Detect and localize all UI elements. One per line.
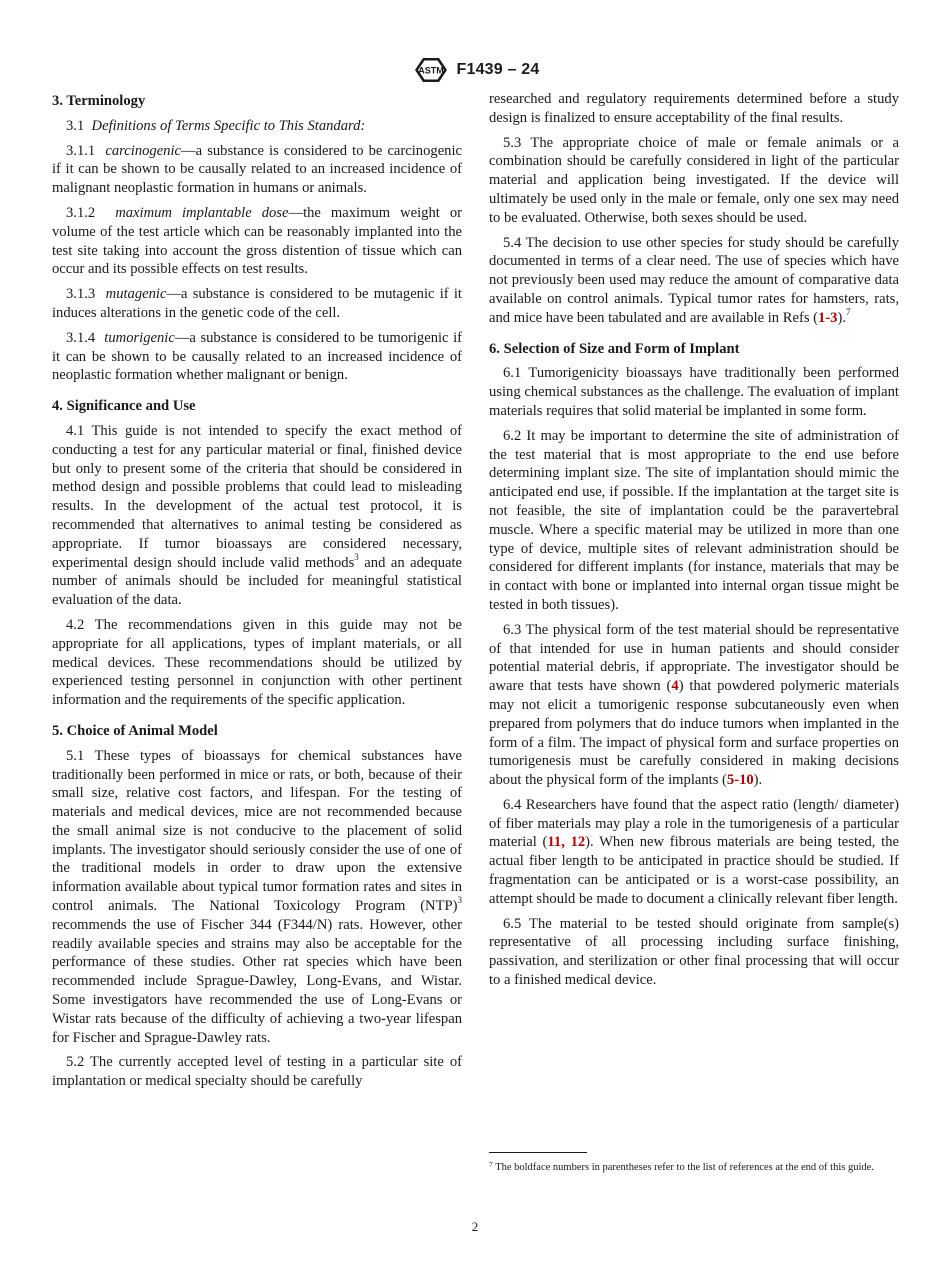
section-6-heading: 6. Selection of Size and Form of Implant xyxy=(489,340,740,357)
paragraph-5-4: 5.4 The decision to use other species for study should be carefully documented in terms of a clear need. The use of species which have not previously been used may reduce the amount of comparative data available on control animals. Typical tumor rates for hamsters, rats, and mice have been tabulated and are available in Refs (1-3).$^7$ xyxy=(489,234,899,326)
section-5-heading: 5. Choice of Animal Model xyxy=(52,722,218,739)
section-4-heading: 4. Significance and Use xyxy=(52,398,196,415)
paragraph-5-2: 5.2 The currently accepted level of testing in a particular site of implantation or medical specialty should be carefully xyxy=(52,1054,462,1090)
paragraph-4-2: 4.2 The recommendations given in this guide may not be appropriate for all applications, types of implant materials, or all medical devices. These recommendations should be utilized by experienced testing personnel in conjunction with other pertinent information and the requirements of the specific application. xyxy=(52,616,462,709)
paragraph-6-1: 6.1 Tumorigenicity bioassays have traditionally been performed using chemical substances as the challenge. The evaluation of implant materials requires that solid material be implanted in some form. xyxy=(489,365,899,419)
paragraph-4-1: 4.1 This guide is not intended to specify the exact method of conducting a test for any particular material or final, finished device but only to present some of the criteria that should be considered in method design and possible problems that could lead to misleading results. In the development of the actual test protocol, it is recommended that alternatives to animal testing be considered as appropriate. If tumor bioassays are considered necessary, experimental design should include valid methods$^3$ and an adequate number of animals should be included for meaningful statistical evaluation of the data. xyxy=(52,422,462,609)
paragraph-6-2: 6.2 It may be important to determine the site of administration of the test material that is most appropriate to the end use before determining implant size. The site of implantation should mimic the anticipated end use, if possible. If the implantation at the target site is not feasible, the site of implantation could be the paravertebral muscle. Where a specific material may be utilized in more than one type of device, multiple sites of relevant administration should be considered for different implants (for instance, materials that may be in contact with bone or implanted into internal organ tissue might be tested in both tissues). xyxy=(489,427,899,613)
paragraph-6-3: 6.3 The physical form of the test material should be representative of that intended for use in human patients and should consider potential material debris, if appropriate. The investigator should be aware that tests have shown (4) that powdered polymeric materials may not elicit a tumorigenic response subcutaneously even when prepared from polymers that do induce tumors when implanted in the form of a film. The impact of physical form and surface properties on tumorigenesis must be carefully considered in making decisions about the physical form of the implants (5-10). xyxy=(489,621,900,789)
standard-designation: F1439 – 24 xyxy=(456,61,540,78)
reference-link[interactable]: 1-3 xyxy=(818,309,838,326)
paragraph-3-1-4: 3.1.4 tumorigenic—a substance is considered to be tumorigenic if it can be shown to be causally related to an increased incidence of neoplastic formation whether malignant or benign. xyxy=(52,329,462,384)
footnote-text: The boldface numbers in parentheses refer to the list of references at the end of this guide. xyxy=(495,1162,874,1173)
right-column xyxy=(489,90,899,990)
reference-link[interactable]: 5-10 xyxy=(726,772,754,789)
astm-logo-icon xyxy=(411,55,451,85)
footnote-marker: 7 xyxy=(846,306,851,317)
section-3-heading: 3. Terminology xyxy=(52,93,146,109)
paragraph-3-1: 3.1 Definitions of Terms Specific to This Standard: xyxy=(66,117,366,134)
page-header xyxy=(0,55,950,85)
page-number: 2 xyxy=(471,1219,479,1234)
footnote-divider xyxy=(489,1152,587,1153)
footnote-mark: 7 xyxy=(489,1160,493,1169)
footnote xyxy=(489,1161,899,1175)
reference-link[interactable]: 4 xyxy=(671,678,679,695)
paragraph-3-1-2: 3.1.2 maximum implantable dose—the maximum weight or volume of the test article which can be reasonably implanted into the test site taking into account the gross distention of tissue which can occur and its possible effects on test results. xyxy=(52,204,462,278)
svg-text:ASTM: ASTM xyxy=(417,65,444,76)
paragraph-6-5: 6.5 The material to be tested should originate from sample(s) representative of all processing including surface finishing, passivation, and sterilization or other final processing that will occur to a finished medical device. xyxy=(489,915,899,989)
left-column xyxy=(52,90,462,1091)
paragraph-6-4: 6.4 Researchers have found that the aspect ratio (length/ diameter) of fiber materials may play a role in the tumorigenesis of a particular material (11, 12). When new fibrous materials are being tested, the actual fiber length to be anticipated in practice should be studied. If fragmentation can be anticipated or is a worst-case possibility, an attempt should be made to document a clinically relevant fiber length. xyxy=(489,796,899,907)
paragraph-5-2-continued: researched and regulatory requirements determined before a study design is finalized to ensure acceptability of the final results. xyxy=(489,91,899,126)
paragraph-3-1-3: 3.1.3 mutagenic—a substance is considered to be mutagenic if it induces alterations in the genetic code of the cell. xyxy=(52,286,462,321)
paragraph-5-3: 5.3 The appropriate choice of male or female animals or a combination should be carefully considered in light of the particular material and application being investigated. If the device will ultimately be used only in the male or female, only one sex may need to be evaluated. Otherwise, both sexes should be used. xyxy=(489,134,899,226)
paragraph-3-1-1: 3.1.1 carcinogenic—a substance is considered to be carcinogenic if it can be shown to be causally related to an increased incidence of malignant neoplastic formation in humans or animals. xyxy=(52,142,462,197)
reference-link[interactable]: 11, 12 xyxy=(547,834,586,851)
paragraph-5-1: 5.1 These types of bioassays for chemical substances have traditionally been performed in mice or rats, or both, because of their small size, relative cost factors, and lifespan. For the testing of materials and medical devices, mice are not recommended because the small animal size is not conducive to the placement of solid implants. The investigator should seriously consider the use of one of the traditional models in order to draw upon the extensive information available about typical tumor formation rates and sites in control animals. The National Toxicology Program (NTP)$^3$ recommends the use of Fischer 344 (F344/N) rats. However, other readily available species and strains may also be acceptable for the performance of these studies. Other rat species which have been recommended include Sprague-Dawley, Long-Evans, and Wistar. Some investigators have recommended the use of Long-Evans or Wistar rats because of the difficulty of achieving a two-year lifespan for Fischer and Sprague-Dawley rats. xyxy=(52,747,462,1046)
